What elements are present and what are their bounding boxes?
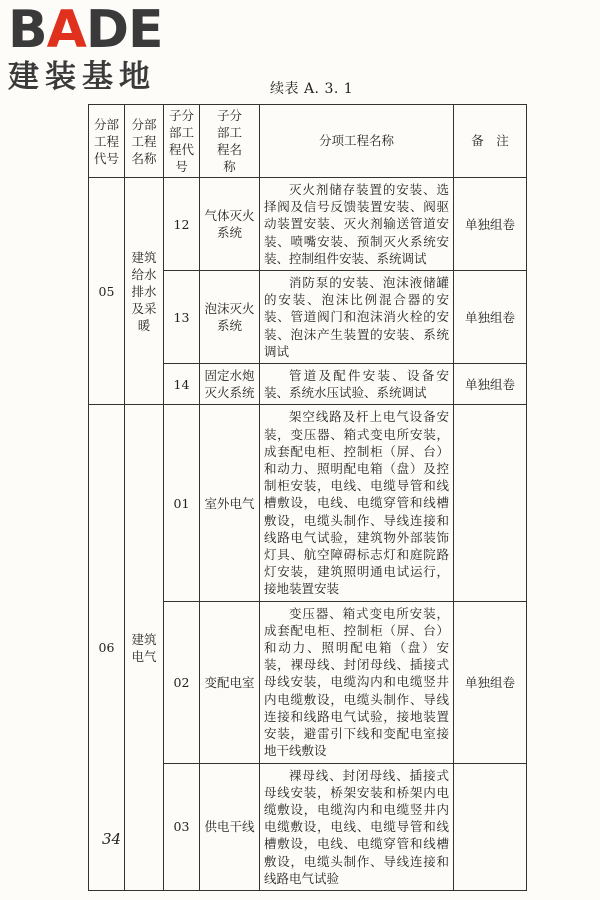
logo-subtitle: 建装基地 — [8, 59, 156, 95]
logo-letters-de: DE — [85, 0, 163, 60]
sub-name-cell: 泡沫灭火系统 — [200, 271, 260, 364]
division-code-cell: 05 — [89, 178, 125, 405]
remark-cell — [454, 405, 527, 601]
brand-logo — [8, 0, 178, 96]
table-row — [89, 178, 527, 271]
items-cell: 消防泵的安装、泡沫液储罐的安装、泡沫比例混合器的安装、管道阀门和泡沫消火栓的安装、泡沫产生装置的安装、系统调试 — [260, 271, 454, 364]
sub-name-cell: 气体灭火系统 — [200, 178, 260, 271]
table-header-row — [89, 105, 527, 178]
header-sub-name: 子分部工程名称 — [200, 105, 260, 178]
sub-code-cell: 14 — [164, 364, 200, 405]
engineering-division-table — [88, 104, 527, 891]
remark-cell: 单独组卷 — [454, 364, 527, 405]
sub-name-cell: 固定水炮灭火系统 — [200, 364, 260, 405]
items-cell: 裸母线、封闭母线、插接式母线安装，桥架安装和桥架内电缆敷设，电缆沟内和电缆竖井内电缆敷设，电线、电缆导管和线槽敷设，电线、电缆穿管和线槽敷设，电缆头制作、导线连接和线路电气试验 — [260, 763, 454, 890]
table-row — [89, 405, 527, 601]
remark-cell: 单独组卷 — [454, 601, 527, 763]
sub-name-cell: 变配电室 — [200, 601, 260, 763]
items-cell: 管道及配件安装、设备安装、系统水压试验、系统调试 — [260, 364, 454, 405]
items-cell: 架空线路及杆上电气设备安装，变压器、箱式变电所安装，成套配电柜、控制柜（屏、台）和动力、照明配电箱（盘）及控制柜安装，电线、电缆导管和线槽敷设，电线、电缆穿管和线槽敷设，电缆头制作、导线连接和线路电气试验，建筑物外部装饰灯具、航空障碍标志灯和庭院路灯安装，建筑照明通电试运行，接地装置安装 — [260, 405, 454, 601]
page-number: 34 — [102, 830, 122, 848]
remark-cell — [454, 763, 527, 890]
sub-code-cell: 13 — [164, 271, 200, 364]
header-division-name: 分部工程名称 — [125, 105, 164, 178]
sub-name-cell: 供电干线 — [200, 763, 260, 890]
logo-letter-b: B — [8, 0, 47, 60]
sub-code-cell: 01 — [164, 405, 200, 601]
sub-name-cell: 室外电气 — [200, 405, 260, 601]
remark-cell: 单独组卷 — [454, 178, 527, 271]
header-items: 分项工程名称 — [260, 105, 454, 178]
sub-code-cell: 02 — [164, 601, 200, 763]
logo-wordmark — [8, 0, 178, 60]
division-name-cell: 建筑给水排水及采暖 — [125, 178, 164, 405]
sub-code-cell: 12 — [164, 178, 200, 271]
logo-letter-a: A — [46, 0, 86, 60]
table-caption: 续表 A. 3. 1 — [270, 81, 354, 97]
division-name-cell: 建筑电气 — [125, 405, 164, 890]
items-cell: 灭火剂储存装置的安装、选择阀及信号反馈装置安装、阀驱动装置安装、灭火剂输送管道安装、喷嘴安装、预制灭火系统安装、控制组件安装、系统调试 — [260, 178, 454, 271]
items-cell: 变压器、箱式变电所安装，成套配电柜、控制柜（屏、台）和动力、照明配电箱（盘）安装，裸母线、封闭母线、插接式母线安装，电缆沟内和电缆竖井内电缆敷设，电缆头制作、导线连接和线路电气试验，接地装置安装，避雷引下线和变配电室接地干线敷设 — [260, 601, 454, 763]
sub-code-cell: 03 — [164, 763, 200, 890]
header-sub-code: 子分部工程代号 — [164, 105, 200, 178]
header-division-code: 分部工程代号 — [89, 105, 125, 178]
remark-cell: 单独组卷 — [454, 271, 527, 364]
header-remark: 备 注 — [454, 105, 527, 178]
division-code-cell: 06 — [89, 405, 125, 890]
